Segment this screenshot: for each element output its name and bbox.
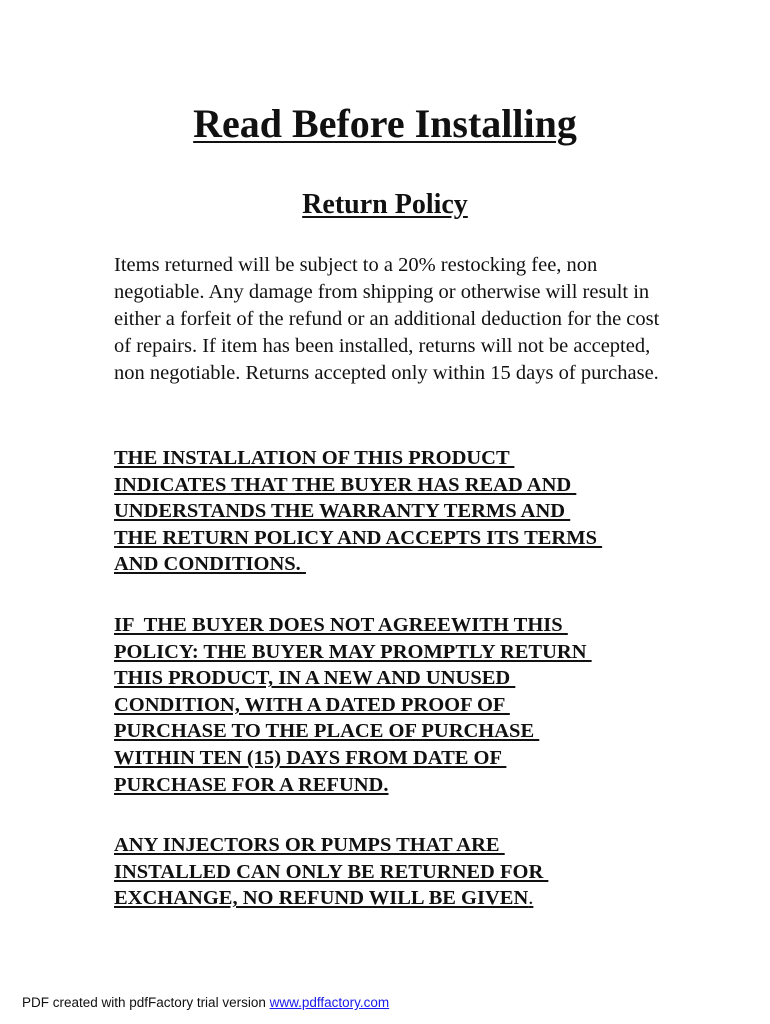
notice-line: THE INSTALLATION OF THIS PRODUCT <box>114 447 515 469</box>
notice-line: THE RETURN POLICY AND ACCEPTS ITS TERMS <box>114 526 603 549</box>
notice-line: AND CONDITIONS. <box>114 553 306 576</box>
notice-return-conditions <box>114 612 674 798</box>
notice-line: THIS PRODUCT, IN A NEW AND UNUSED <box>114 667 516 690</box>
notice-line-text: EXCHANGE, NO REFUND WILL BE GIVEN <box>114 887 529 910</box>
trailing-period: . <box>528 887 534 910</box>
policy-paragraph: Items returned will be subject to a 20% restocking fee, non negotiable. Any damage from shipping or otherwise will result in either a forfeit of the refund or an additional deduction for the cost of repairs. If item has been installed, returns will not be accepted, non negotiable. Returns accepted only within 15 days of purchase. <box>114 254 660 384</box>
notice-injectors-pumps <box>114 832 674 912</box>
footer-text: PDF created with pdfFactory trial version <box>22 995 270 1010</box>
notice-line: PURCHASE TO THE PLACE OF PURCHASE <box>114 720 540 743</box>
notice-line: ANY INJECTORS OR PUMPS THAT ARE <box>114 834 505 856</box>
notice-line: IF THE BUYER DOES NOT AGREEWITH THIS <box>114 614 568 636</box>
section-heading-return-policy: Return Policy <box>302 189 468 220</box>
notice-line: WITHIN TEN (15) DAYS FROM DATE OF <box>114 746 507 769</box>
notice-line: CONDITION, WITH A DATED PROOF OF <box>114 693 510 716</box>
notice-installation-agreement <box>114 445 674 578</box>
notice-line: INSTALLED CAN ONLY BE RETURNED FOR <box>114 860 549 883</box>
page-title: Read Before Installing <box>193 101 577 146</box>
notice-line: PURCHASE FOR A REFUND. <box>114 773 389 796</box>
pdf-footer <box>22 994 389 1012</box>
pdffactory-link[interactable]: www.pdffactory.com <box>269 995 390 1010</box>
notice-line: POLICY: THE BUYER MAY PROMPTLY RETURN <box>114 640 592 663</box>
notice-line-last <box>114 885 674 912</box>
notice-line: UNDERSTANDS THE WARRANTY TERMS AND <box>114 500 571 523</box>
notice-line: INDICATES THAT THE BUYER HAS READ AND <box>114 473 577 496</box>
